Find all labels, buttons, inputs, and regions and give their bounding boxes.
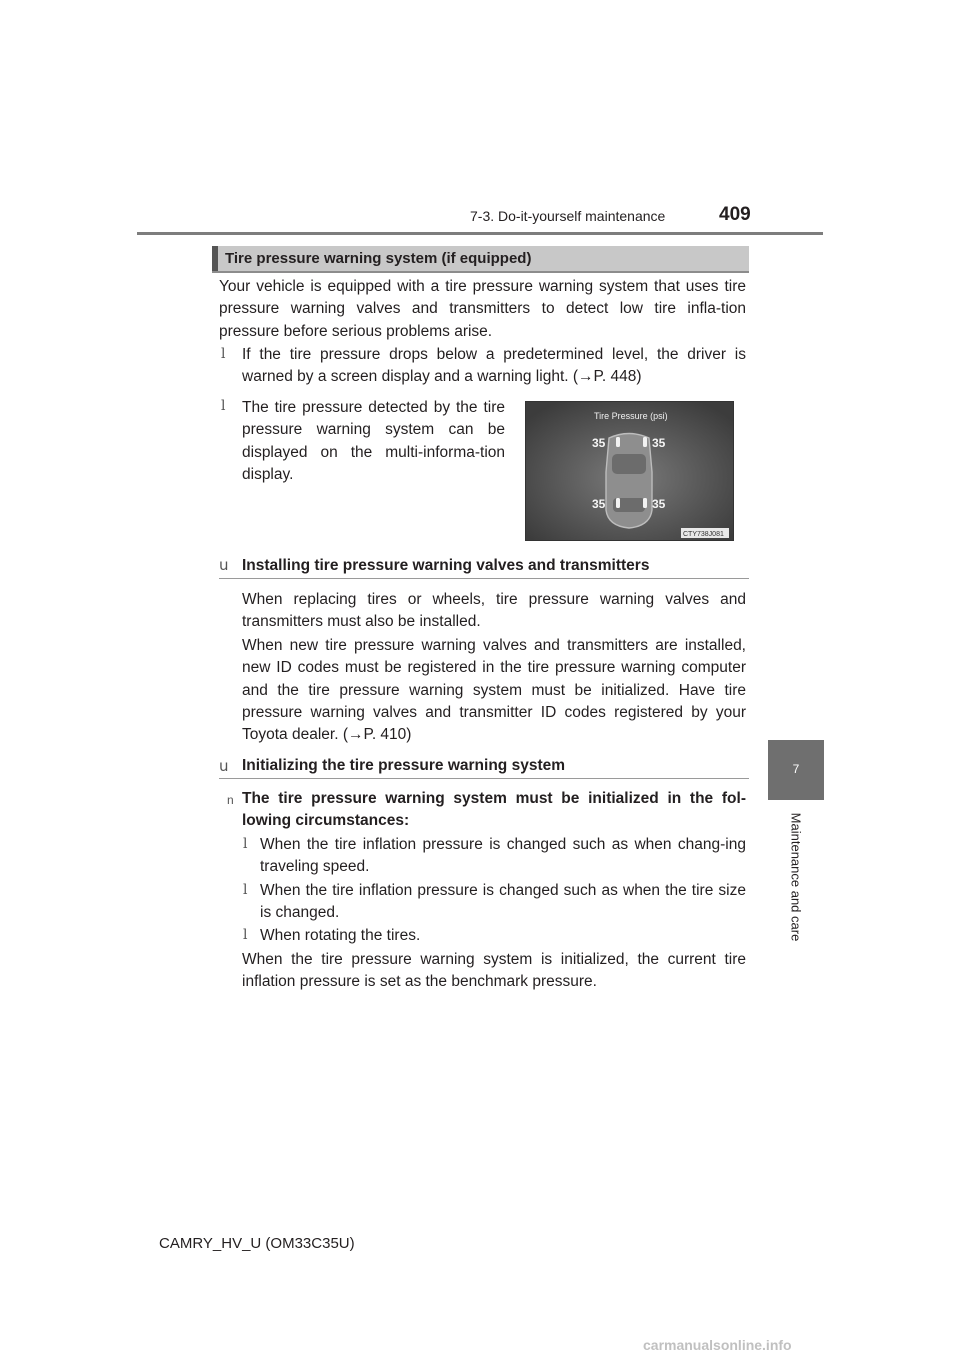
paragraph: When replacing tires or wheels, tire pressure warning valves and transmitters must also be installed. bbox=[242, 591, 746, 631]
car-windshield bbox=[612, 454, 646, 474]
chapter-tab bbox=[768, 740, 824, 800]
tire-front-left-icon bbox=[616, 437, 620, 447]
display-svg bbox=[526, 402, 733, 540]
bullet-glyph: l bbox=[243, 836, 248, 852]
sub-heading: The tire pressure warning system must be initialized in the fol-lowing circumstances: bbox=[242, 790, 746, 830]
display-title: Tire Pressure (psi) bbox=[594, 411, 668, 421]
chapter-label-box bbox=[769, 804, 823, 949]
pressure-front-left: 35 bbox=[592, 436, 606, 450]
tire-pressure-display-image bbox=[525, 401, 734, 541]
section-title-bar bbox=[212, 246, 749, 273]
pressure-rear-right: 35 bbox=[652, 497, 666, 511]
subsection-glyph: u bbox=[219, 556, 229, 574]
chapter-number: 7 bbox=[792, 762, 800, 776]
image-code: CTY738J081 bbox=[683, 531, 724, 538]
bullet-glyph: l bbox=[221, 398, 226, 414]
bullet-text bbox=[242, 344, 746, 389]
subsection-rule bbox=[219, 578, 749, 579]
subsection-glyph: u bbox=[219, 757, 229, 775]
subsection-rule bbox=[219, 778, 749, 779]
pressure-rear-left: 35 bbox=[592, 497, 606, 511]
section-title: Tire pressure warning system (if equipped) bbox=[225, 250, 532, 267]
bullet-text: The tire pressure detected by the tire pressure warning system can be displayed on the multi-informa-tion display. bbox=[242, 399, 505, 483]
car-icon bbox=[606, 434, 652, 529]
condition-item: When the tire inflation pressure is changed such as when chang-ing traveling speed. bbox=[260, 836, 746, 876]
tire-front-right-icon bbox=[643, 437, 647, 447]
bullet-text-content: If the tire pressure drops below a predetermined level, the driver is warned by a screen display and a warning light. (→P. 448) bbox=[242, 346, 746, 386]
condition-item: When rotating the tires. bbox=[260, 927, 421, 944]
tire-rear-right-icon bbox=[643, 498, 647, 508]
watermark: carmanualsonline.info bbox=[643, 1337, 792, 1353]
bullet-glyph: l bbox=[243, 882, 248, 898]
bullet-glyph: l bbox=[221, 346, 226, 362]
condition-item: When the tire inflation pressure is changed such as when the tire size is changed. bbox=[260, 882, 746, 922]
intro-paragraph: Your vehicle is equipped with a tire pressure warning system that uses tire pressure warning valves and transmitters to detect low tire infla-tion pressure before serious problems arise. bbox=[219, 278, 746, 340]
title-accent bbox=[212, 246, 218, 271]
running-header: 7-3. Do-it-yourself maintenance bbox=[470, 208, 666, 224]
subsection-title: Installing tire pressure warning valves and transmitters bbox=[242, 557, 650, 574]
square-bullet-glyph: n bbox=[227, 793, 234, 807]
tire-rear-left-icon bbox=[616, 498, 620, 508]
subsection-title: Initializing the tire pressure warning system bbox=[242, 757, 566, 774]
paragraph: When new tire pressure warning valves and transmitters are installed, new ID codes must be registered in the tire pressure warning computer and the tire pressure warning system must be initialized. Have tire pressure warning valves and transmitter ID codes registered by your Toyota dealer. (→P. 410) bbox=[242, 637, 746, 744]
page-number: 409 bbox=[719, 204, 751, 225]
bullet-glyph: l bbox=[243, 927, 248, 943]
paragraph: When the tire pressure warning system is initialized, the current tire inflation pressure is set as the benchmark pressure. bbox=[242, 951, 746, 991]
header-rule bbox=[137, 232, 823, 235]
chapter-label: Maintenance and care bbox=[788, 812, 804, 941]
manual-code-footer: CAMRY_HV_U (OM33C35U) bbox=[159, 1235, 355, 1252]
pressure-front-right: 35 bbox=[652, 436, 666, 450]
